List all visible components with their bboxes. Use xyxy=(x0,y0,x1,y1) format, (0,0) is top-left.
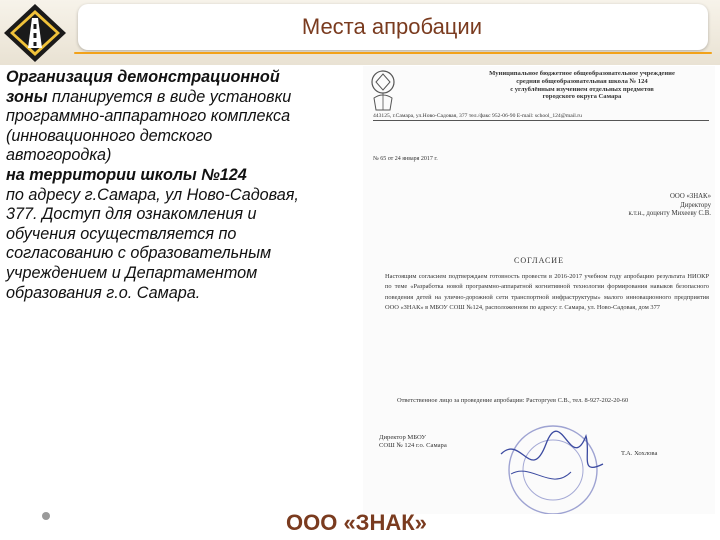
description-line: Организация демонстрационной xyxy=(6,68,280,86)
description-line: (инновационного детского xyxy=(6,126,213,145)
letterhead-line: средняя общеобразовательная школа № 124 xyxy=(516,77,648,85)
letter-responsible-person: Ответственное лицо за проведение апробации: Расторгуев С.В., тел. 8-927-202-20-60 xyxy=(397,397,629,404)
description-line: по адресу г.Самара, ул Ново-Садовая, xyxy=(6,185,299,204)
letterhead-line: с углублённым изучением отдельных предметов xyxy=(510,85,654,93)
addressee-line: ООО «ЗНАК» xyxy=(670,193,711,200)
slide-header xyxy=(0,0,720,65)
school-emblem-icon xyxy=(368,68,398,112)
header-divider xyxy=(74,52,712,54)
letter-heading: СОГЛАСИЕ xyxy=(514,256,564,265)
approval-letter-scan xyxy=(363,66,715,514)
description-line: учреждением и Департаментом xyxy=(6,263,258,282)
school-letterhead xyxy=(453,70,711,101)
director-title-line: Директор МБОУ xyxy=(379,434,427,441)
description-line: 377. Доступ для ознакомления и xyxy=(6,205,257,224)
letter-addressee xyxy=(591,193,711,219)
director-title-line: СОШ № 124 г.о. Самара xyxy=(379,442,447,449)
bullet-dot xyxy=(42,512,50,520)
description-text xyxy=(6,68,351,303)
school-contacts: 443125, г.Самара, ул.Ново-Садовая, 377 тел./факс 952-06-90 E-mail: school_124@mail.ru xyxy=(373,113,709,121)
letter-body: Настоящим согласием подтверждаем готовность провести в 2016-2017 учебном году апробацию результата НИОКР по теме «Разработка новой программно-аппаратной когнитивной технологии формирования навыков безопасного поведения детей на улично-дорожной сети транспортной инфраструктуры» малого инновационного предприятия ООО «ЗНАК» в МБОУ СОШ №124, расположенном по адресу: г. Самара, ул. Ново-Садовая, дом 377 xyxy=(385,273,709,312)
description-line: образования г.о. Самара. xyxy=(6,283,201,302)
title-box xyxy=(78,4,708,50)
letterhead-line: городского округа Самара xyxy=(542,93,622,101)
description-line: автогородка) xyxy=(6,146,112,165)
description-bold-word: зоны xyxy=(6,87,48,106)
signature-stamp-icon xyxy=(491,414,611,514)
description-line: на территории школы №124 xyxy=(6,165,247,184)
company-name-footer: ООО «ЗНАК» xyxy=(286,510,427,535)
company-logo xyxy=(2,2,68,64)
description-line: программно-аппаратного комплекса xyxy=(6,107,291,126)
description-line: согласованию с образовательным xyxy=(6,244,272,263)
addressee-line: к.т.н., доценту Михееву С.В. xyxy=(628,210,711,218)
letterhead-line: Муниципальное бюджетное общеобразовательное учреждение xyxy=(489,70,675,77)
letter-number: № 65 от 24 января 2017 г. xyxy=(373,156,438,162)
slide-title: Места апробации xyxy=(301,14,482,39)
description-line xyxy=(6,88,351,108)
director-title xyxy=(379,434,519,450)
description-line-rest: планируется в виде установки xyxy=(47,87,292,106)
director-name: Т.А. Хохлова xyxy=(621,450,658,457)
addressee-line: Директору xyxy=(680,201,711,209)
description-line: обучения осуществляется по xyxy=(6,224,237,243)
